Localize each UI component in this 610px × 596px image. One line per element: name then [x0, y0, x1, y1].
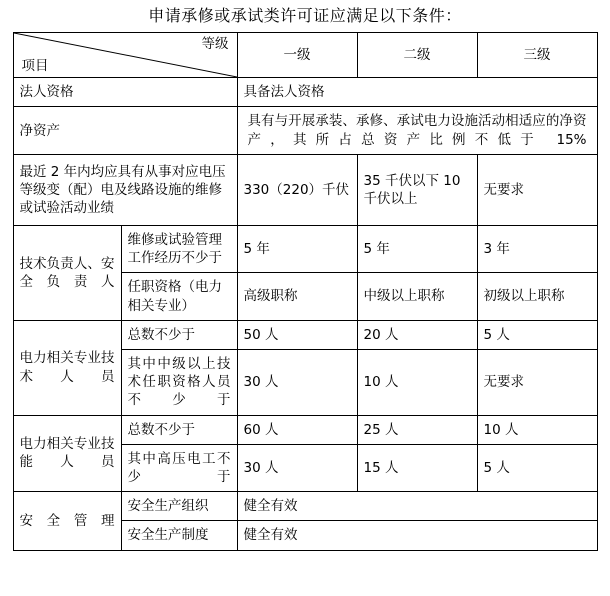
corner-item-label: 项目 [21, 57, 49, 74]
row-item-safety-management: 安全管理 [13, 492, 121, 550]
row-value-hv-electrician-l1: 30 人 [237, 444, 357, 491]
row-value-technical-mid-l2: 10 人 [357, 349, 477, 415]
row-value-hv-electrician-l3: 5 人 [477, 444, 597, 491]
header-level-3: 三级 [477, 33, 597, 78]
table-row [13, 492, 597, 521]
row-value-qualification-l3: 初级以上职称 [477, 273, 597, 320]
table-row [13, 225, 597, 272]
table-row [13, 107, 597, 154]
row-sub-qualification: 任职资格（电力相关专业） [121, 273, 237, 320]
row-value-qualification-l2: 中级以上职称 [357, 273, 477, 320]
row-value-technical-total-l2: 20 人 [357, 320, 477, 349]
row-item-net-assets: 净资产 [13, 107, 237, 154]
table-row [13, 415, 597, 444]
header-level-1: 一级 [237, 33, 357, 78]
requirements-table [13, 32, 598, 551]
row-item-performance: 最近 2 年内均应具有从事对应电压等级变（配）电及线路设施的维修或试验活动业绩 [13, 154, 237, 225]
page-title: 申请承修或承试类许可证应满足以下条件： [148, 6, 462, 25]
row-item-legal-person: 法人资格 [13, 78, 237, 107]
row-value-work-experience-l3: 3 年 [477, 225, 597, 272]
row-value-performance-l3: 无要求 [477, 154, 597, 225]
row-value-technical-mid-l3: 无要求 [477, 349, 597, 415]
corner-header-cell [13, 33, 237, 78]
row-value-work-experience-l1: 5 年 [237, 225, 357, 272]
row-value-technical-mid-l1: 30 人 [237, 349, 357, 415]
table-row [13, 154, 597, 225]
row-value-work-experience-l2: 5 年 [357, 225, 477, 272]
row-value-qualification-l1: 高级职称 [237, 273, 357, 320]
table-header-row [13, 33, 597, 78]
row-sub-safety-organization: 安全生产组织 [121, 492, 237, 521]
row-value-safety-organization: 健全有效 [237, 492, 597, 521]
row-value-technical-total-l1: 50 人 [237, 320, 357, 349]
row-item-tech-leader: 技术负责人、安全负责人 [13, 225, 121, 320]
table-row [13, 78, 597, 107]
row-sub-safety-system: 安全生产制度 [121, 521, 237, 550]
row-value-legal-person: 具备法人资格 [237, 78, 597, 107]
row-sub-high-voltage-electrician: 其中高压电工不少于 [121, 444, 237, 491]
row-value-safety-system: 健全有效 [237, 521, 597, 550]
row-sub-technical-total: 总数不少于 [121, 320, 237, 349]
row-value-hv-electrician-l2: 15 人 [357, 444, 477, 491]
row-item-technical-staff: 电力相关专业技术人员 [13, 320, 121, 415]
row-value-net-assets: 具有与开展承装、承修、承试电力设施活动相适应的净资产，其所占总资产比例不低于 15% [237, 107, 597, 154]
row-item-skilled-staff: 电力相关专业技能人员 [13, 415, 121, 492]
corner-grade-label: 等级 [201, 36, 229, 53]
row-value-skilled-total-l1: 60 人 [237, 415, 357, 444]
row-value-skilled-total-l3: 10 人 [477, 415, 597, 444]
table-row [13, 320, 597, 349]
row-value-technical-total-l3: 5 人 [477, 320, 597, 349]
row-value-skilled-total-l2: 25 人 [357, 415, 477, 444]
row-value-performance-l2: 35 千伏以下 10 千伏以上 [357, 154, 477, 225]
header-level-2: 二级 [357, 33, 477, 78]
row-sub-work-experience: 维修或试验管理工作经历不少于 [121, 225, 237, 272]
row-sub-skilled-total: 总数不少于 [121, 415, 237, 444]
row-value-performance-l1: 330（220）千伏 [237, 154, 357, 225]
row-sub-technical-mid-level: 其中中级以上技术任职资格人员不少于 [121, 349, 237, 415]
